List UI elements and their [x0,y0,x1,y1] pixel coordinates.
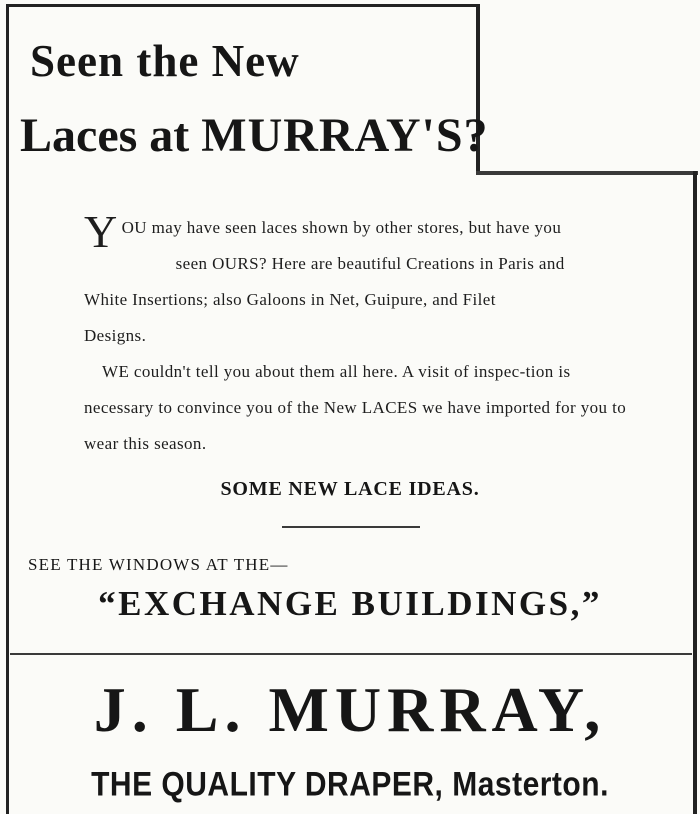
paragraph-1 [84,206,629,354]
headline-prefix: Laces at [20,109,202,162]
center-rule [282,526,420,528]
body-copy [84,206,629,462]
see-windows-line: SEE THE WINDOWS AT THE— [28,555,289,574]
headline-suffix: ? [463,109,488,162]
headline-bottom-border [476,171,698,175]
merchant-name: J. L. MURRAY, [93,674,607,745]
headline-name: MURRAY'S [201,109,464,162]
headline-line1: Seen the New [30,35,300,86]
dropcap: Y [84,206,118,257]
p1-line1: OU may have seen laces shown by other stores, but have you [121,218,562,237]
tagline: THE QUALITY DRAPER, Masterton. [91,765,609,804]
headline-line2 [20,108,488,163]
p1-line3: White Insertions; also Galoons in Net, Guipure, and Filet [84,290,496,309]
footer-divider [10,653,692,655]
lace-ideas-heading: SOME NEW LACE IDEAS. [220,478,480,500]
p1-line4: Designs. [84,326,147,345]
exchange-buildings: “EXCHANGE BUILDINGS,” [98,584,602,623]
p1-line2: seen OURS? Here are beautiful Creations in Paris and [175,254,565,273]
paragraph-2: WE couldn't tell you about them all here. A visit of inspec-tion is necessary to convince you of the New LACES we have imported for you to wear this season. [84,362,627,453]
